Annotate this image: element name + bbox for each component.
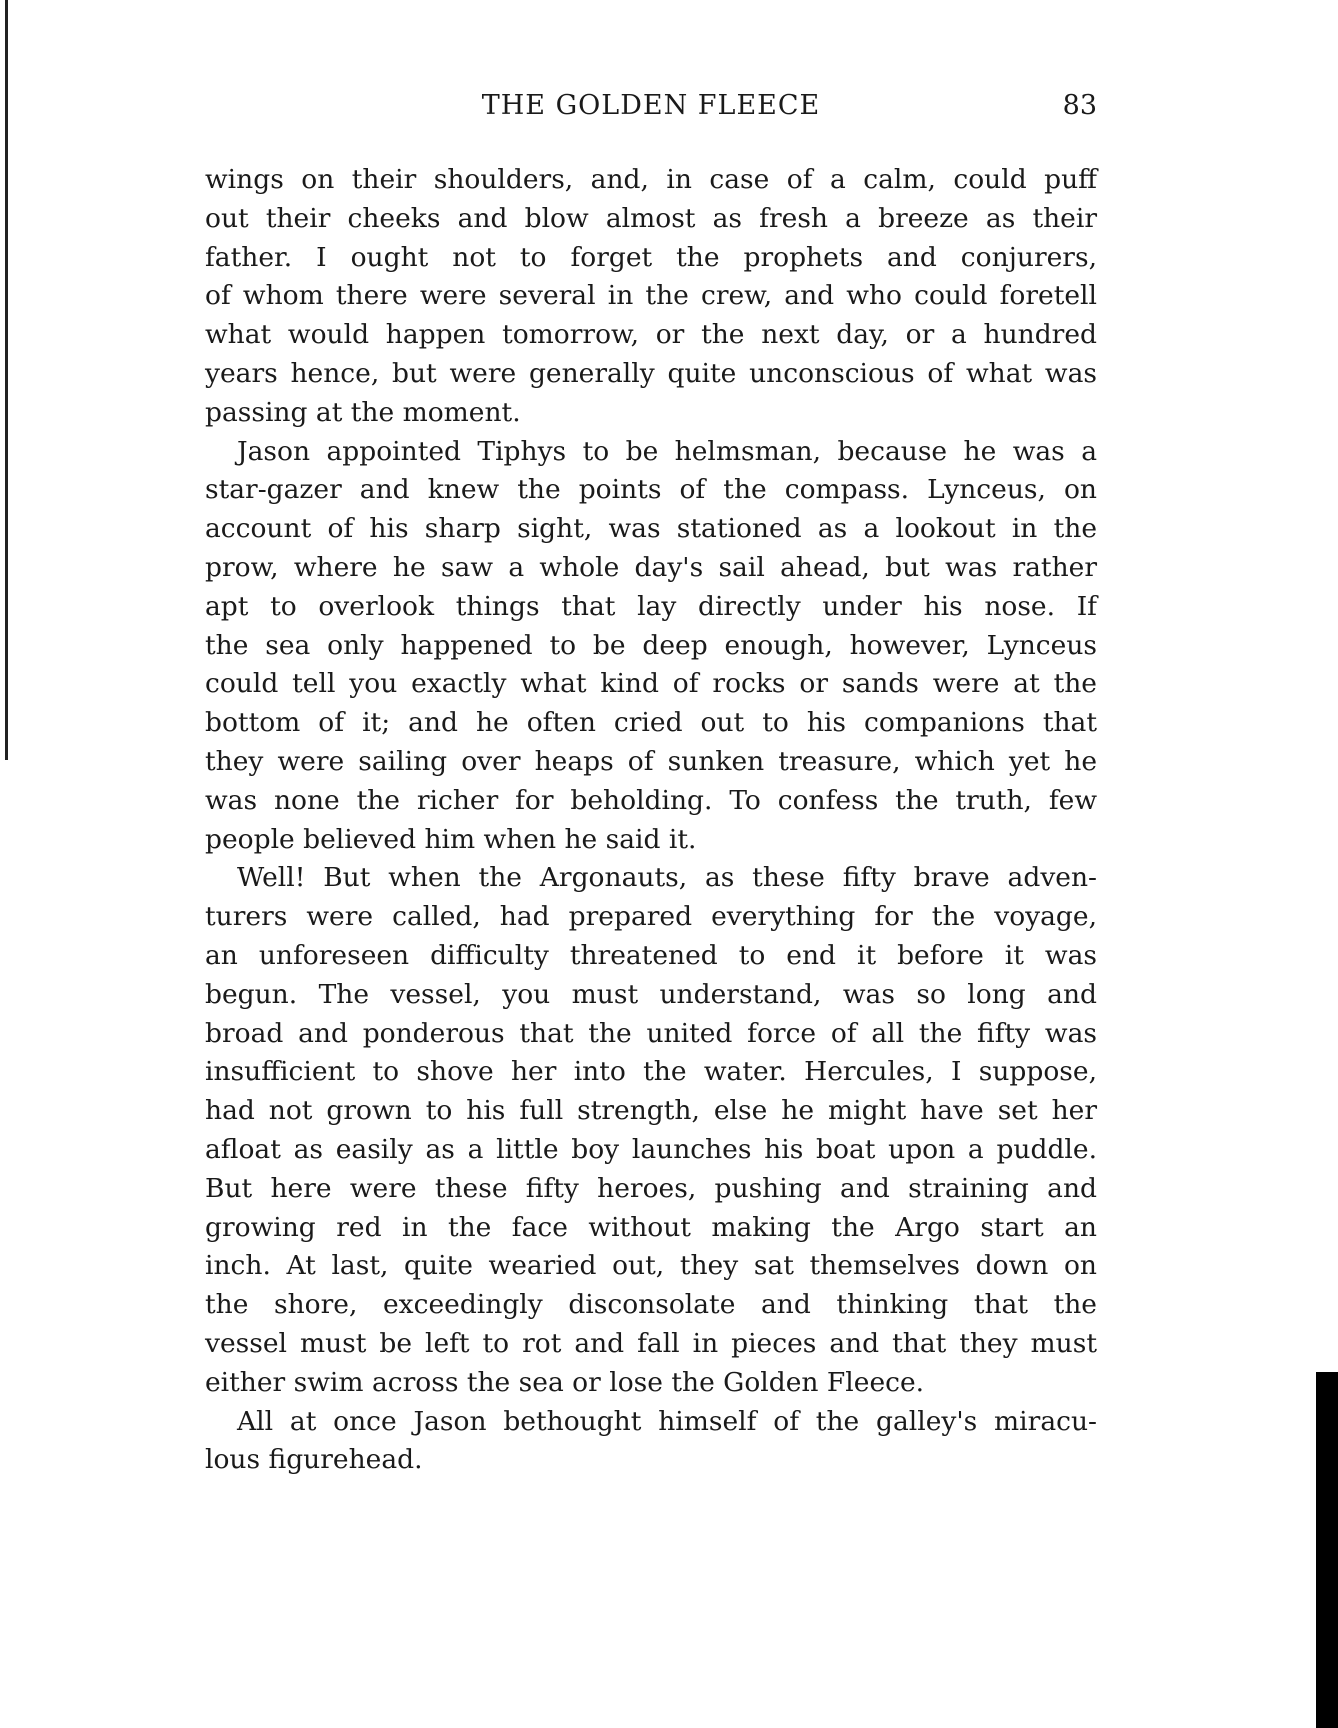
text-line: But here were these fifty heroes, pushing and straining and [205, 1172, 1097, 1204]
running-header [205, 90, 1097, 130]
text-line: turers were called, had prepared everything for the voyage, [205, 901, 1097, 933]
text-line: had not grown to his full strength, else he might have set her [205, 1095, 1097, 1127]
text-line: could tell you exactly what kind of rocks or sands were at the [205, 668, 1097, 700]
text-line: passing at the moment. [205, 396, 521, 428]
page-number: 83 [1062, 90, 1097, 121]
text-line: prow, where he saw a whole day's sail ahead, but was rather [205, 551, 1097, 583]
text-line: lous figurehead. [205, 1444, 423, 1476]
text-line: account of his sharp sight, was stationed as a lookout in the [205, 513, 1097, 545]
text-line: of whom there were several in the crew, and who could foretell [205, 280, 1097, 312]
text-line: father. I ought not to forget the prophets and conjurers, [205, 241, 1097, 273]
text-line: the shore, exceedingly disconsolate and thinking that the [205, 1289, 1097, 1321]
text-line: they were sailing over heaps of sunken treasure, which yet he [205, 745, 1097, 777]
scan-edge-line [5, 0, 8, 760]
text-line: All at once Jason bethought himself of the galley's miracu- [237, 1405, 1097, 1437]
text-line: inch. At last, quite wearied out, they sat themselves down on [205, 1250, 1097, 1282]
text-line: bottom of it; and he often cried out to his companions that [205, 707, 1097, 739]
scan-edge-shadow [1316, 1372, 1338, 1728]
text-line: Jason appointed Tiphys to be helmsman, because he was a [237, 435, 1097, 467]
text-line: begun. The vessel, you must understand, was so long and [205, 978, 1097, 1010]
text-line: either swim across the sea or lose the Golden Fleece. [205, 1366, 925, 1398]
running-title: THE GOLDEN FLEECE [481, 90, 821, 121]
text-line: Well! But when the Argonauts, as these fifty brave adven- [237, 862, 1097, 894]
text-line: apt to overlook things that lay directly under his nose. If [205, 590, 1097, 622]
text-line: years hence, but were generally quite unconscious of what was [205, 357, 1097, 389]
text-line: out their cheeks and blow almost as fresh a breeze as their [205, 202, 1097, 234]
text-line: wings on their shoulders, and, in case of a calm, could puff [205, 164, 1097, 195]
text-line: star-gazer and knew the points of the compass. Lynceus, on [205, 474, 1097, 506]
body-text [205, 161, 1097, 1480]
text-line: growing red in the face without making the Argo start an [205, 1211, 1097, 1243]
text-line: an unforeseen difficulty threatened to end it before it was [205, 939, 1097, 971]
text-line: vessel must be left to rot and fall in pieces and that they must [205, 1327, 1097, 1359]
text-line: insufficient to shove her into the water. Hercules, I suppose, [205, 1056, 1097, 1088]
text-line: was none the richer for beholding. To confess the truth, few [205, 784, 1097, 816]
text-line: broad and ponderous that the united force of all the fifty was [205, 1017, 1097, 1049]
text-line: the sea only happened to be deep enough, however, Lynceus [205, 629, 1097, 661]
text-line: what would happen tomorrow, or the next day, or a hundred [205, 319, 1097, 351]
text-line: afloat as easily as a little boy launches his boat upon a puddle. [205, 1133, 1097, 1165]
text-line: people believed him when he said it. [205, 823, 697, 855]
